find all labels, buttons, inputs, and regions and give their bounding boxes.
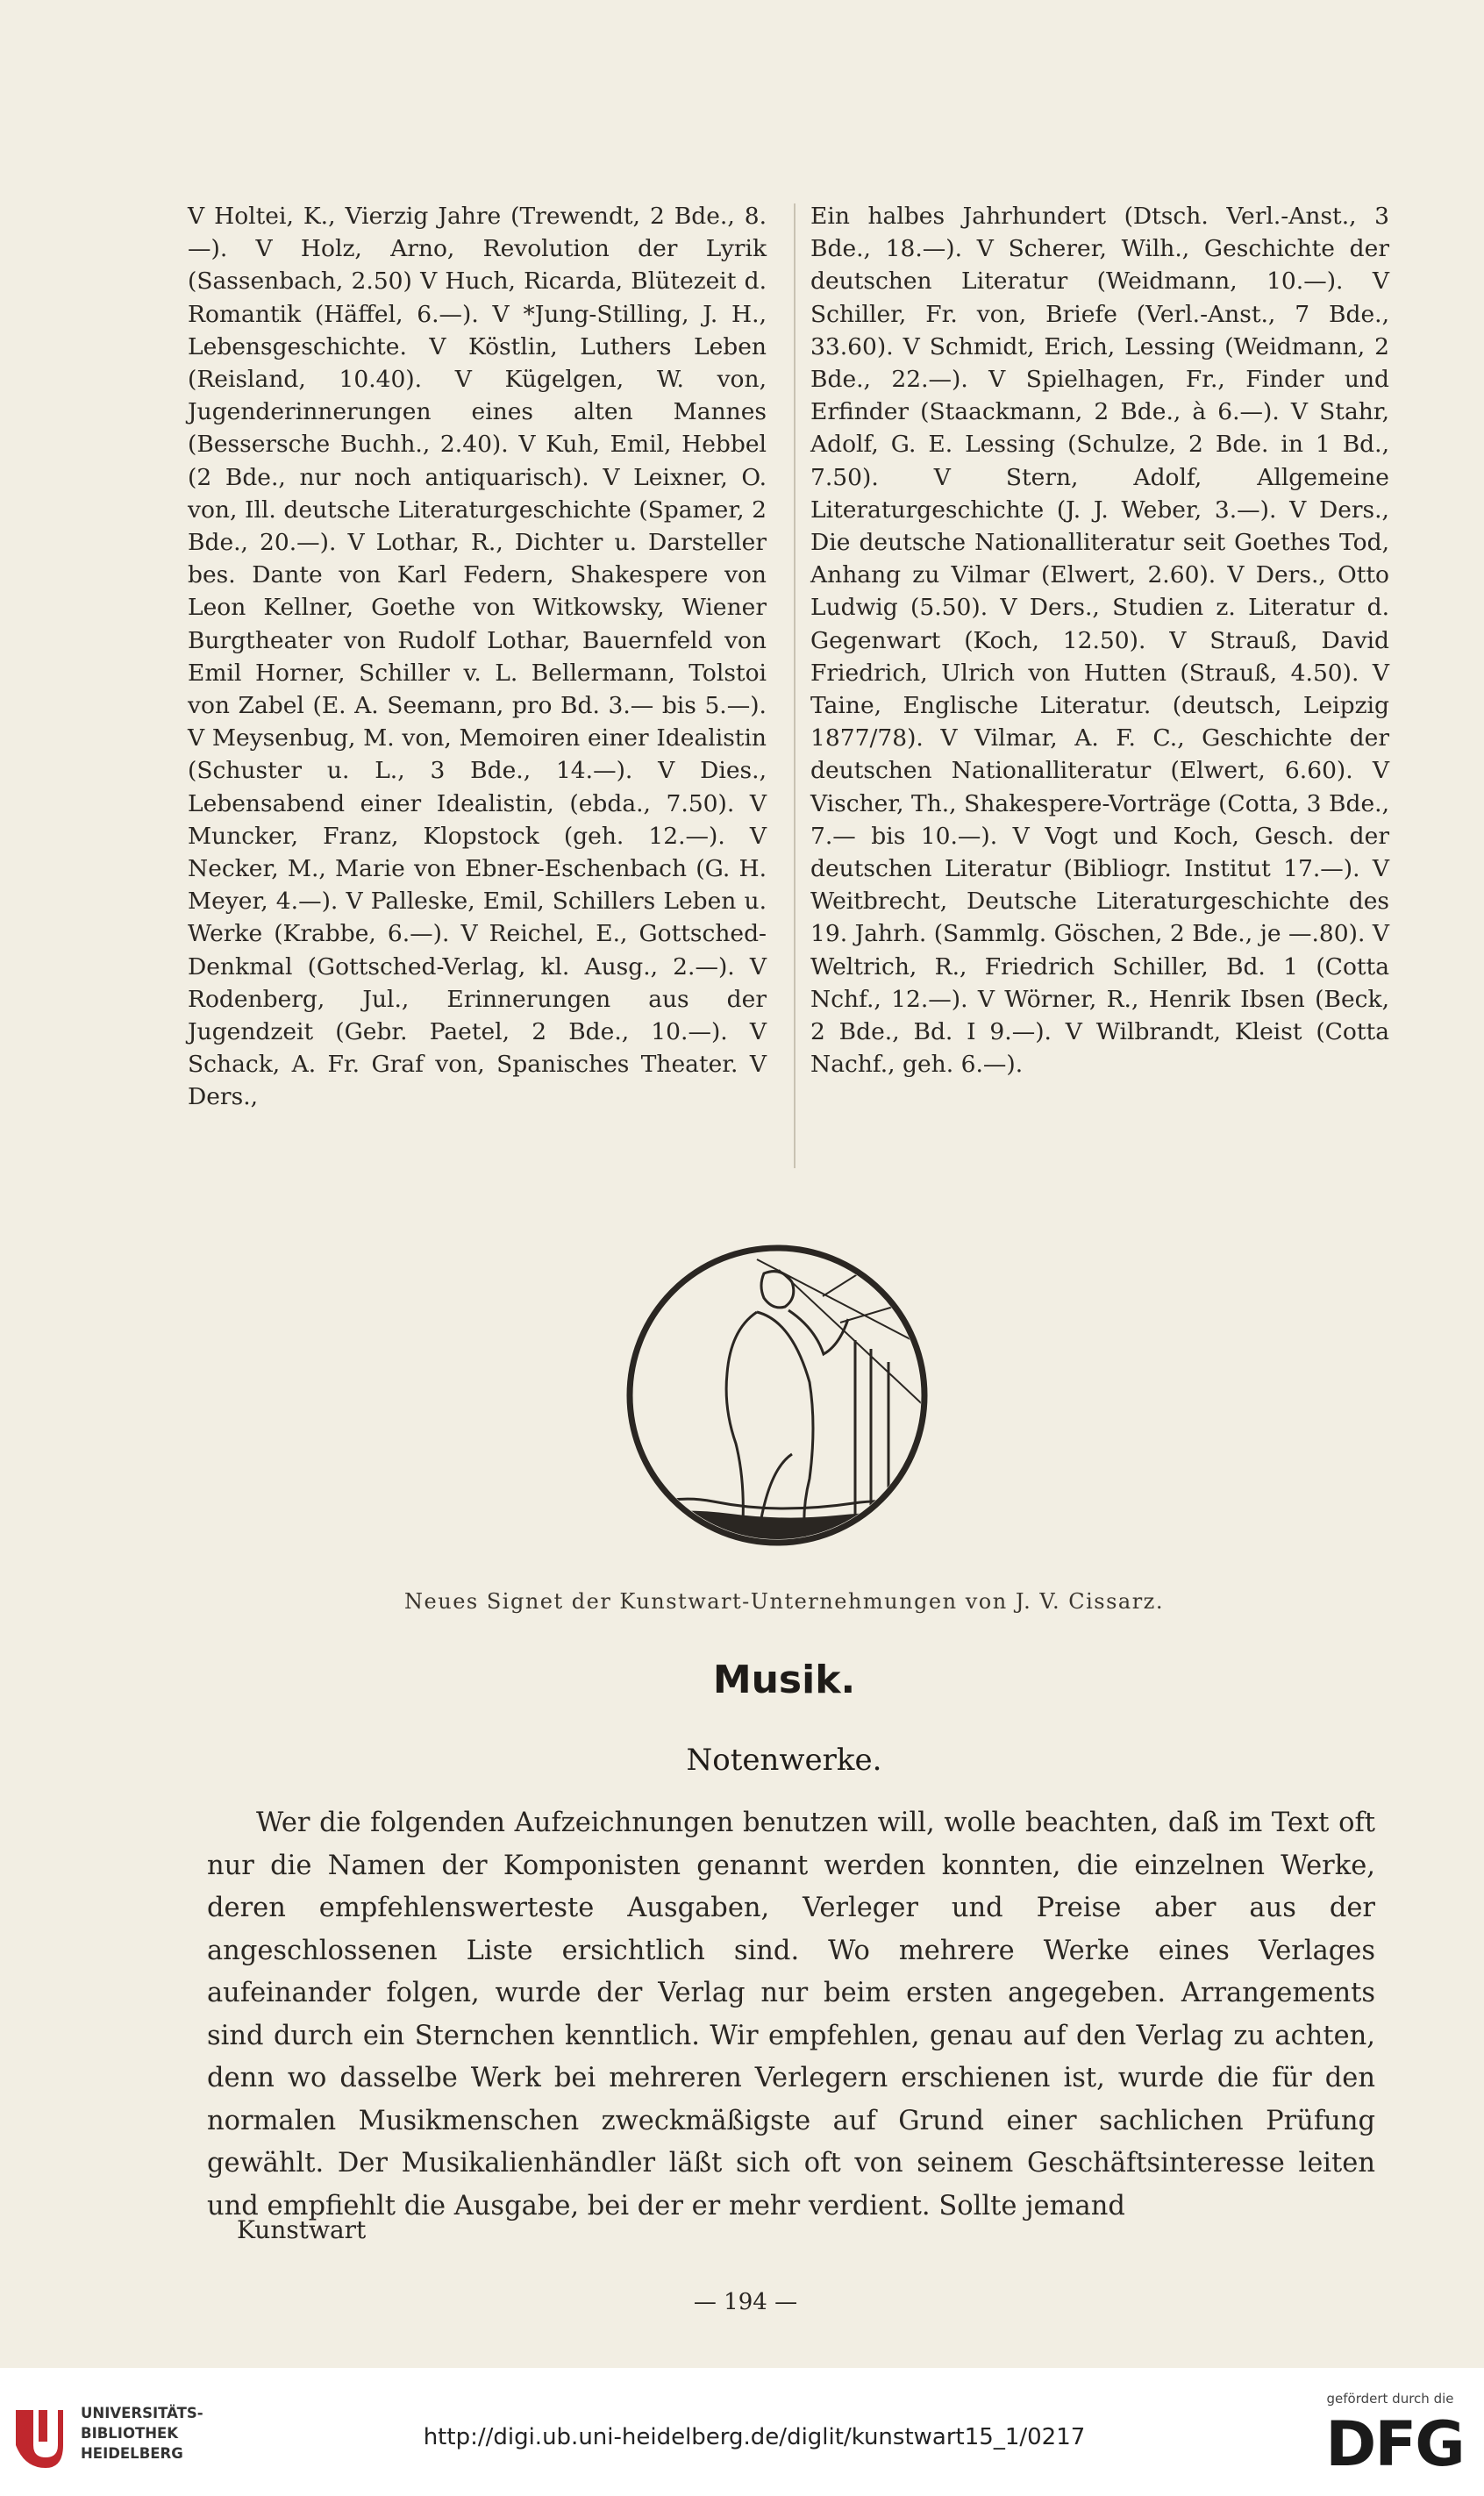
section-title: Musik. [712, 1658, 856, 1702]
university-library-logo-icon [11, 2403, 67, 2470]
dfg-logo: DFG [1325, 2408, 1464, 2480]
bibliography-column-right [810, 200, 1389, 1080]
signet-caption: Neues Signet der Kunstwart-Unternehmungen von J. V. Cissarz. [404, 1589, 1164, 1614]
catchword: Kunstwart [237, 2215, 367, 2244]
section-body: Wer die folgenden Aufzeichnungen benutzen will, wolle beachten, daß im Text oft nur die Namen der Komponisten genannt werden konnten, die einzelnen Werke, deren empfehlenswerteste Ausgaben, Verleger und Preise aber aus der angeschlossenen Liste ersichtlich sind. Wo mehrere Werke eines Verlages aufeinander folgen, wurde der Verlag nur beim ersten angegeben. Arrangements sind durch ein Sternchen kenntlich. Wir empfehlen, genau auf den Verlag zu achten, denn wo dasselbe Werk bei mehreren Verlegern erschienen ist, wurde die für den normalen Musikmenschen zweckmäßigste auf Grund einer sachlichen Prüfung gewählt. Der Musikalienhändler läßt sich oft von seinem Geschäftsinteresse leiten und empfiehlt die Ausgabe, bei der er mehr verdient. Sollte jemand [207, 1808, 1375, 2221]
bibliography-text-left: V Holtei, K., Vierzig Jahre (Trewendt, 2 Bde., 8.—). V Holz, Arno, Revolution der Lyrik (Sassenbach, 2.50) V Huch, Ricarda, Blütezeit d. Romantik (Häffel, 6.—). V *Jung-Stilling, J. H., Lebensgeschichte. V Köstlin, Luthers Leben (Reisland, 10.40). V Kügelgen, W. von, Jugenderinnerungen eines alten Mannes (Bessersche Buchh., 2.40). V Kuh, Emil, Hebbel (2 Bde., nur noch antiquarisch). V Leixner, O. von, Ill. deutsche Literaturgeschichte (Spamer, 2 Bde., 20.—). V Lothar, R., Dichter u. Darsteller bes. Dante von Karl Federn, Shakespere von Leon Kellner, Goethe von Witkowsky, Wiener Burgtheater von Rudolf Lothar, Bauernfeld von Emil Horner, Schiller v. L. Bellermann, Tolstoi von Zabel (E. A. Seemann, pro Bd. 3.— bis 5.—). V Meysenbug, M. von, Memoiren einer Idealistin (Schuster u. L., 3 Bde., 14.—). V Dies., Lebensabend einer Idealistin, (ebda., 7.50). V Muncker, Franz, Klopstock (geh. 12.—). V Necker, M., Marie von Ebner-Eschenbach (G. H. Meyer, 4.—). V Palleske, Emil, Schillers Leben u. Werke (Krabbe, 6.—). V Reichel, E., Gottsched-Denkmal (Gottsched-Verlag, kl. Ausg., 2.—). V Rodenberg, Jul., Erinnerungen aus der Jugendzeit (Gebr. Paetel, 2 Bde., 10.—). V Schack, A. Fr. Graf von, Spanisches Theater. V Ders., [188, 203, 767, 1111]
signet-illustration [625, 1244, 929, 1547]
page-number: — 194 — [693, 2289, 798, 2315]
funder-label: gefördert durch die [1326, 2391, 1454, 2407]
section-subtitle: Notenwerke. [686, 1743, 882, 1778]
source-url-link[interactable]: http://digi.ub.uni-heidelberg.de/diglit/kunstwart15_1/0217 [423, 2424, 1086, 2450]
library-name [81, 2403, 203, 2464]
bibliography-column-left [188, 200, 767, 1114]
footer-bar [0, 2368, 1484, 2496]
library-name-line-1: UNIVERSITÄTS- [81, 2405, 203, 2421]
bibliography-text-right: Ein halbes Jahrhundert (Dtsch. Verl.-Anst., 3 Bde., 18.—). V Scherer, Wilh., Geschichte der deutschen Literatur (Weidmann, 10.—). V Schiller, Fr. von, Briefe (Verl.-Anst., 7 Bde., 33.60). V Schmidt, Erich, Lessing (Weidmann, 2 Bde., 22.—). V Spielhagen, Fr., Finder und Erfinder (Staackmann, 2 Bde., à 6.—). V Stahr, Adolf, G. E. Lessing (Schulze, 2 Bde. in 1 Bd., 7.50). V Stern, Adolf, Allgemeine Literaturgeschichte (J. J. Weber, 3.—). V Ders., Die deutsche Nationalliteratur seit Goethes Tod, Anhang zu Vilmar (Elwert, 2.60). V Ders., Otto Ludwig (5.50). V Ders., Studien z. Literatur d. Gegenwart (Koch, 12.50). V Strauß, David Friedrich, Ulrich von Hutten (Strauß, 4.50). V Taine, Englische Literatur. (deutsch, Leipzig 1877/78). V Vilmar, A. F. C., Geschichte der deutschen Nationalliteratur (Elwert, 6.60). V Vischer, Th., Shakespere-Vorträge (Cotta, 3 Bde., 7.— bis 10.—). V Vogt und Koch, Gesch. der deutschen Literatur (Bibliogr. Institut 17.—). V Weitbrecht, Deutsche Literaturgeschichte des 19. Jahrh. (Sammlg. Göschen, 2 Bde., je —.80). V Weltrich, R., Friedrich Schiller, Bd. 1 (Cotta Nchf., 12.—). V Wörner, R., Henrik Ibsen (Beck, 2 Bde., Bd. I 9.—). V Wilbrandt, Kleist (Cotta Nachf., geh. 6.—). [810, 203, 1389, 1079]
column-divider [794, 203, 796, 1168]
library-name-line-3: HEIDELBERG [81, 2445, 183, 2462]
library-name-line-2: BIBLIOTHEK [81, 2425, 179, 2442]
